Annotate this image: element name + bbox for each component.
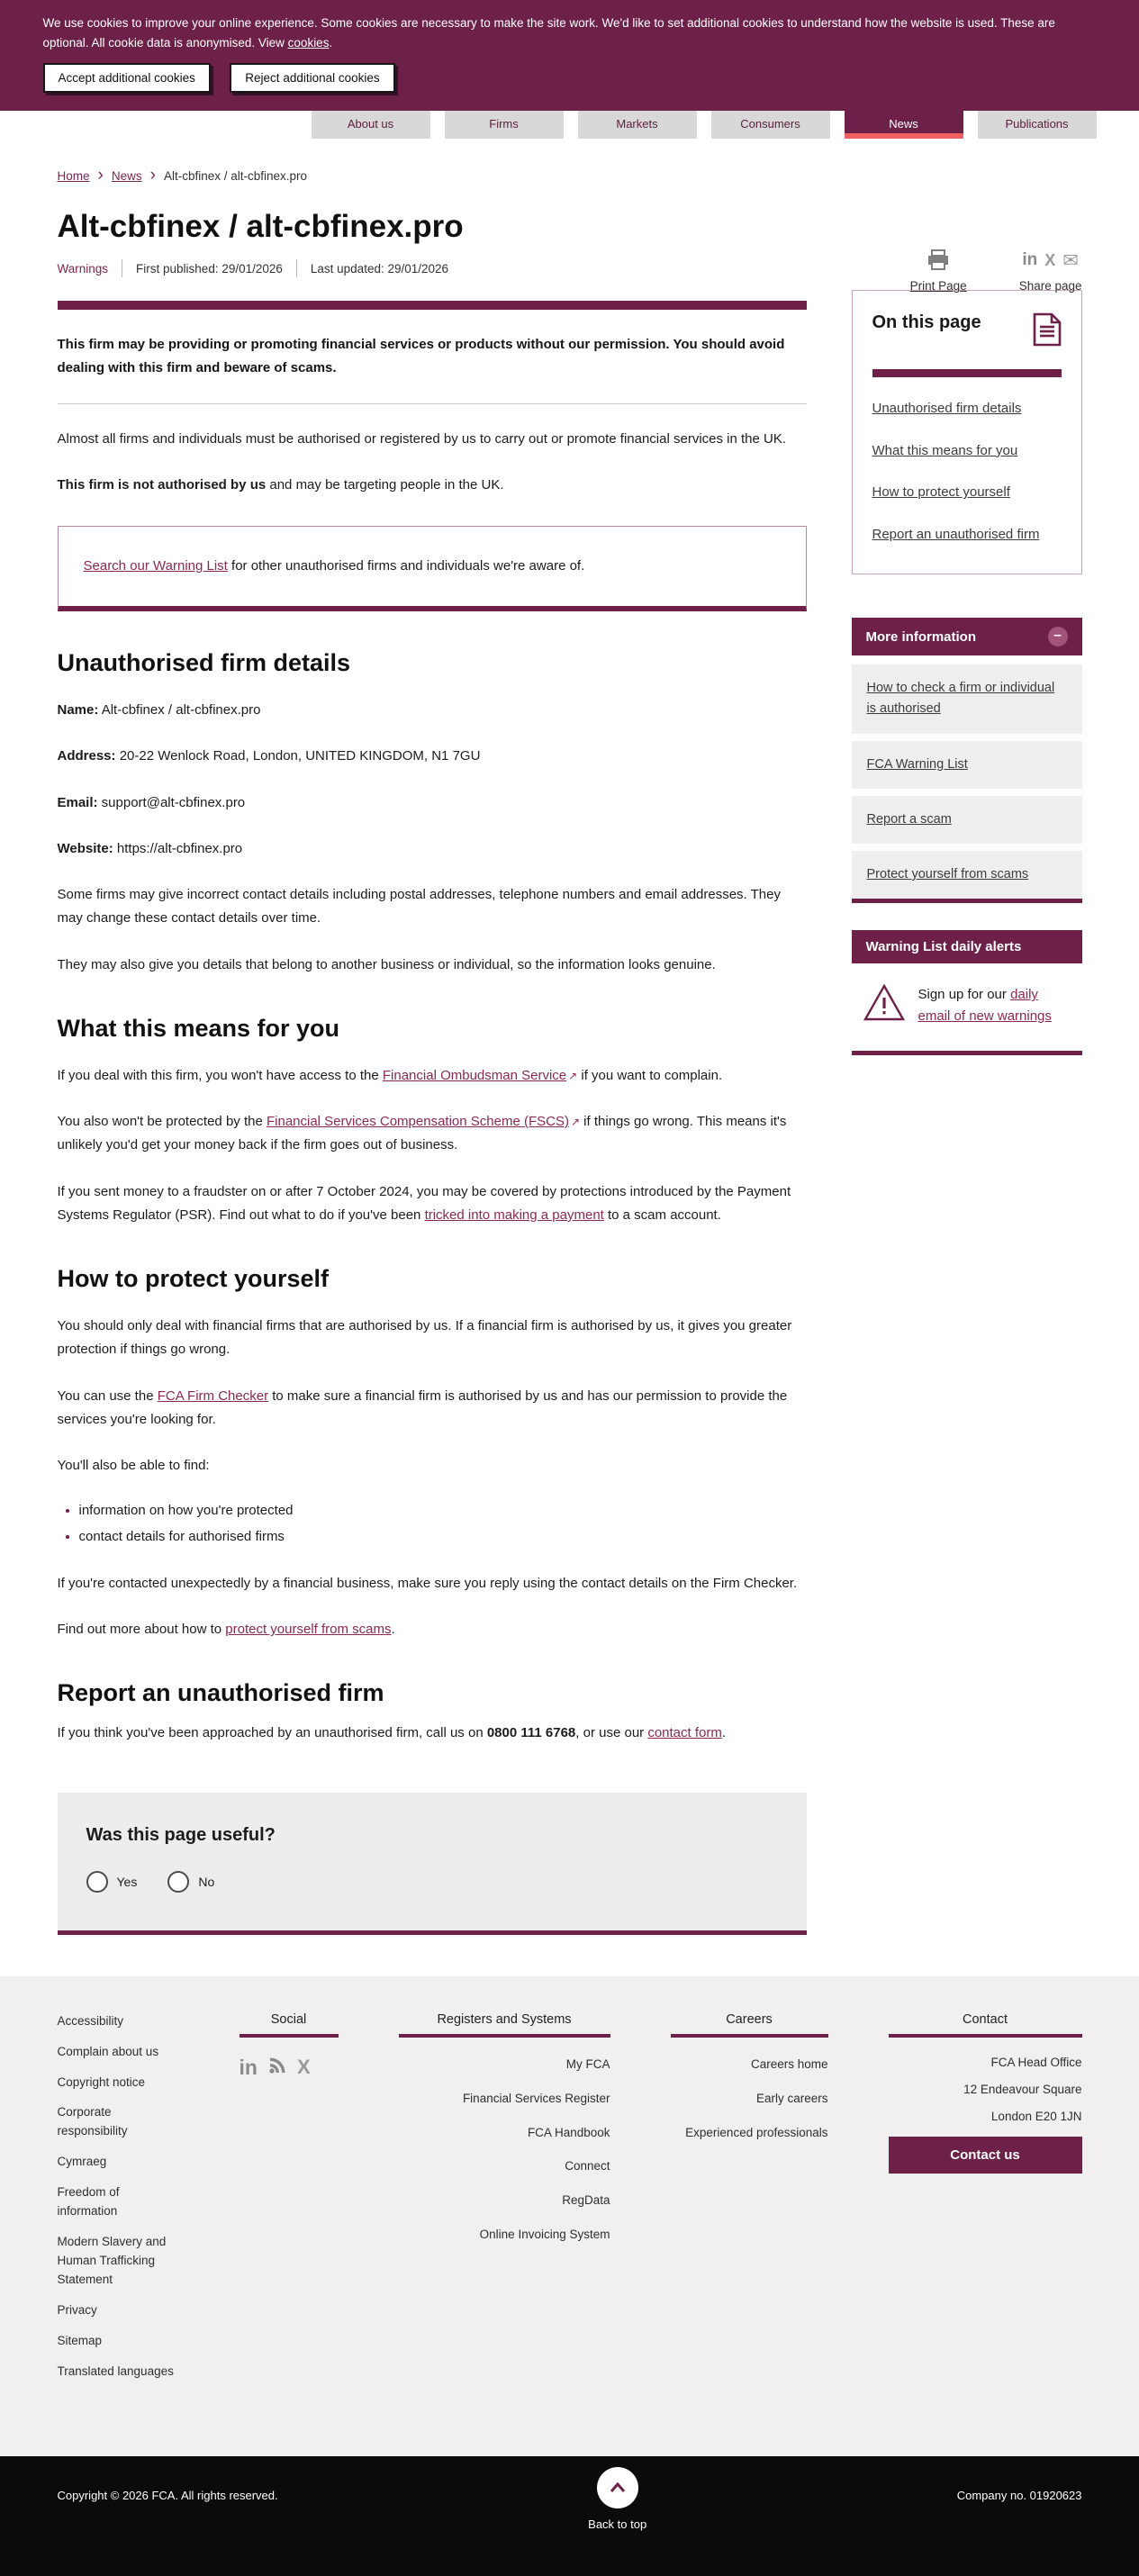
firm-website-row — [58, 837, 807, 861]
anchor-link-report-firm[interactable]: Report an unauthorised firm — [872, 526, 1040, 542]
warning-list-callout-text: for other unauthorised firms and individuals we're aware of. — [227, 558, 585, 574]
breadcrumb — [58, 166, 1082, 185]
contact-form-link[interactable]: contact form — [647, 1725, 722, 1741]
means-p2-pre: You also won't be protected by the — [57, 1114, 267, 1130]
means-p3-pre: If you sent money to a fraudster on or after 7 October 2024, you may be covered by protections introduced by the Payment Systems Regulator (PSR). Find out what to do if you've been — [57, 1183, 791, 1223]
footer-link-regdata[interactable]: RegData — [562, 2193, 610, 2208]
yes-radio[interactable] — [86, 1871, 108, 1893]
more-information-box — [852, 618, 1082, 903]
footer-link-accessibility[interactable]: Accessibility — [57, 2013, 124, 2028]
share-block — [1019, 247, 1082, 293]
phone-number: 0800 111 6768 — [486, 1725, 576, 1741]
cookies-link[interactable]: cookies — [287, 35, 330, 50]
means-p1-pre: If you deal with this firm, you won't have access to the — [57, 1067, 383, 1083]
back-to-top-button[interactable] — [597, 2467, 638, 2508]
footer-link-early-careers[interactable]: Early careers — [755, 2091, 828, 2105]
breadcrumb-home[interactable]: Home — [57, 168, 90, 183]
website-label: Website: — [57, 840, 113, 856]
first-published: First published: 29/01/2026 — [136, 261, 283, 276]
fca-warning-list-link[interactable]: FCA Warning List — [866, 756, 968, 772]
fscs-link[interactable]: Financial Services Compensation Scheme (FSCS) — [266, 1114, 569, 1130]
bullet-item: • information on how you're protected — [79, 1500, 807, 1523]
footer-legal-column — [58, 2012, 179, 2393]
means-paragraph-2 — [58, 1110, 807, 1158]
means-heading: What this means for you — [57, 1014, 340, 1042]
footer-link-fca-handbook[interactable]: FCA Handbook — [527, 2125, 610, 2139]
accept-cookies-button[interactable]: Accept additional cookies — [43, 63, 211, 93]
collapse-icon[interactable]: – — [1048, 627, 1068, 646]
report-p-pre: If you think you've been approached by an unauthorised firm, call us on — [57, 1725, 487, 1741]
firm-address-row — [58, 745, 807, 768]
page-header — [57, 209, 1082, 294]
protect-p5-post: . — [391, 1622, 395, 1638]
report-p-mid: , or use our — [575, 1725, 648, 1741]
footer-link-experienced-professionals[interactable]: Experienced professionals — [685, 2125, 828, 2139]
tricked-into-payment-link[interactable]: tricked into making a payment — [424, 1207, 604, 1223]
external-link-icon: ↗ — [570, 1116, 581, 1129]
tab-firms[interactable]: Firms — [445, 111, 564, 139]
more-info-item — [852, 741, 1082, 789]
breadcrumb-news[interactable]: News — [111, 168, 142, 183]
careers-column-title: Careers — [726, 2011, 773, 2027]
company-number: Company no. 01920623 — [956, 2488, 1082, 2502]
daily-alerts-box — [852, 930, 1082, 1055]
alert-lead: This firm may be providing or promoting financial services or products without our permission. You should avoid dealing with this firm and beware of scams. — [57, 337, 785, 376]
tab-publications[interactable]: Publications — [978, 111, 1097, 139]
cookie-message — [43, 14, 1061, 52]
intro-paragraph-1: Almost all firms and individuals must be authorised or registered by us to carry out or promote financial services in the UK. — [57, 430, 787, 447]
footer-contact-column — [889, 2012, 1082, 2393]
firm-name-row — [58, 699, 807, 722]
no-radio[interactable] — [167, 1871, 189, 1893]
intro-paragraph-2 — [58, 474, 807, 497]
reject-cookies-button[interactable]: Reject additional cookies — [230, 63, 394, 93]
linkedin-icon[interactable]: in — [1022, 250, 1038, 270]
meta-divider — [296, 259, 297, 277]
divider — [58, 403, 807, 404]
footer-link-sitemap[interactable]: Sitemap — [57, 2333, 103, 2347]
means-p3-post: to a scam account. — [603, 1207, 721, 1223]
contact-column-title: Contact — [963, 2011, 1008, 2027]
email-label: Email: — [57, 794, 98, 810]
share-page-label: Share page — [1018, 279, 1082, 294]
more-info-item — [852, 796, 1082, 844]
financial-ombudsman-link[interactable]: Financial Ombudsman Service — [382, 1067, 567, 1083]
tab-consumers[interactable]: Consumers — [711, 111, 830, 139]
footer-registers-column — [399, 2012, 610, 2393]
footer-link-connect[interactable]: Connect — [565, 2159, 610, 2174]
protect-paragraph-2 — [58, 1385, 807, 1433]
primary-nav — [0, 111, 1139, 139]
daily-email-signup-link[interactable]: daily email of new warnings — [918, 987, 1052, 1024]
means-paragraph-1 — [58, 1064, 807, 1088]
footer-link-careers-home[interactable]: Careers home — [750, 2056, 828, 2071]
footer-link-fs-register[interactable]: Financial Services Register — [462, 2091, 610, 2105]
print-page-link[interactable]: Print Page — [909, 279, 967, 294]
more-information-title: More information — [865, 628, 976, 645]
footer-link-corporate-responsibility[interactable]: Corporate responsibility — [57, 2105, 128, 2138]
firm-details-paragraph-1: Some firms may give incorrect contact details including postal addresses, telephone numbers and email addresses. They may change these contact details over time. — [57, 887, 781, 926]
more-info-item — [852, 851, 1082, 899]
feedback-no-option — [167, 1871, 214, 1893]
on-this-page-box — [852, 290, 1082, 574]
chevron-right-icon: › — [149, 166, 156, 185]
section-protect-yourself — [58, 1265, 807, 1641]
category-label: Warnings — [57, 261, 109, 276]
x-twitter-icon[interactable]: X — [1044, 250, 1056, 269]
footer-link-copyright[interactable]: Copyright notice — [57, 2074, 146, 2089]
warning-triangle-icon — [863, 983, 906, 1027]
protect-heading: How to protect yourself — [57, 1265, 330, 1293]
protect-paragraph-3: You'll also be able to find: — [57, 1458, 210, 1474]
tab-news[interactable]: News — [845, 111, 963, 139]
protect-p5-pre: Find out more about how to — [57, 1622, 226, 1638]
footer-link-modern-slavery[interactable]: Modern Slavery and Human Trafficking Statement — [57, 2235, 167, 2286]
protect-p2-post: to make sure a financial firm is authorised by us and has our permission to provide the services you're looking for. — [57, 1387, 788, 1427]
cookie-message-text: We use cookies to improve your online experience. Some cookies are necessary to make the site work. We'd like to set additional cookies to understand how the website is used. These are optional. All cookie data is anonymised. View — [42, 16, 1055, 50]
means-p1-post: if you want to complain. — [577, 1067, 723, 1083]
back-to-top — [588, 2467, 646, 2531]
website-value: https://alt-cbfinex.pro — [113, 840, 243, 856]
section-report-firm — [58, 1679, 807, 1745]
protect-from-scams-link[interactable]: Protect yourself from scams — [866, 866, 1029, 881]
print-block — [910, 247, 967, 293]
protect-paragraph-5 — [58, 1618, 807, 1641]
address-label: Address: — [57, 748, 116, 764]
page-title: Alt-cbfinex / alt-cbfinex.pro — [57, 209, 464, 245]
alert-top-bar — [58, 301, 807, 310]
name-value: Alt-cbfinex / alt-cbfinex.pro — [98, 702, 261, 719]
footer-link-freedom-of-information[interactable]: Freedom of information — [57, 2185, 120, 2219]
daily-alerts-text — [918, 984, 1071, 1026]
contact-us-button[interactable]: Contact us — [889, 2137, 1082, 2174]
anchor-link-what-this-means[interactable]: What this means for you — [872, 442, 1018, 458]
bottom-bar — [0, 2456, 1139, 2576]
chevron-right-icon: › — [97, 166, 104, 185]
footer-social-column — [240, 2012, 339, 2393]
copyright-text: Copyright © 2026 FCA. All rights reserved. — [57, 2488, 278, 2502]
x-twitter-icon[interactable]: X — [296, 2056, 311, 2079]
contact-office-line: FCA Head Office — [990, 2055, 1082, 2069]
column-divider — [889, 2034, 1082, 2038]
means-paragraph-3 — [58, 1180, 807, 1228]
tab-markets[interactable]: Markets — [578, 111, 697, 139]
protect-paragraph-4: If you're contacted unexpectedly by a financial business, make sure you reply using the contact details on the Firm Checker. — [57, 1575, 798, 1591]
protect-yourself-scams-link[interactable]: protect yourself from scams — [225, 1622, 392, 1638]
report-paragraph — [58, 1722, 807, 1745]
document-icon — [1033, 312, 1062, 351]
footer-link-complain[interactable]: Complain about us — [57, 2044, 159, 2058]
address-value: 20-22 Wenlock Road, London, UNITED KINGDOM, N1 7GU — [115, 748, 481, 764]
main-content — [58, 290, 807, 1935]
firm-details-heading: Unauthorised firm details — [57, 649, 351, 677]
not-authorised-bold: This firm is not authorised by us — [57, 476, 267, 493]
printer-icon — [910, 247, 967, 274]
report-a-scam-link[interactable]: Report a scam — [866, 811, 952, 827]
fca-firm-checker-link[interactable]: FCA Firm Checker — [157, 1387, 269, 1404]
back-to-top-label[interactable]: Back to top — [588, 2517, 647, 2531]
email-value: support@alt-cbfinex.pro — [97, 794, 246, 810]
footer-link-translated-languages[interactable]: Translated languages — [57, 2364, 174, 2378]
warning-list-callout — [58, 526, 807, 611]
intro-paragraph-2-rest: and may be targeting people in the UK. — [266, 476, 504, 493]
external-link-icon: ↗ — [568, 1069, 578, 1082]
daily-alerts-prefix: Sign up for our — [918, 987, 1011, 1003]
report-p-post: . — [721, 1725, 727, 1741]
on-this-page-divider — [872, 369, 1062, 377]
linkedin-icon[interactable]: in — [239, 2055, 258, 2079]
tab-about-us[interactable]: About us — [312, 111, 430, 139]
on-this-page-title: On this page — [872, 312, 981, 333]
footer-careers-column — [671, 2012, 828, 2393]
protect-p2-pre: You can use the — [57, 1387, 158, 1404]
search-warning-list-link[interactable]: Search our Warning List — [83, 558, 228, 574]
daily-alerts-title: Warning List daily alerts — [852, 930, 1082, 963]
report-heading: Report an unauthorised firm — [57, 1679, 384, 1707]
section-what-this-means — [58, 1015, 807, 1227]
registers-column-title: Registers and Systems — [437, 2011, 572, 2027]
social-column-title: Social — [270, 2011, 307, 2027]
column-divider — [240, 2034, 339, 2038]
contact-address-line: 12 Endeavour Square — [963, 2082, 1082, 2096]
protect-bullet-list — [79, 1500, 807, 1549]
section-firm-details — [58, 649, 807, 977]
no-label: No — [198, 1874, 215, 1889]
check-firm-authorised-link[interactable]: How to check a firm or individual is authorised — [866, 681, 1055, 717]
anchor-link-protect-yourself[interactable]: How to protect yourself — [872, 484, 1010, 501]
anchor-link-firm-details[interactable]: Unauthorised firm details — [872, 401, 1022, 417]
site-footer — [0, 1976, 1139, 2456]
footer-link-cymraeg[interactable]: Cymraeg — [57, 2155, 107, 2169]
protect-paragraph-1: You should only deal with financial firms that are authorised by us. If a financial firm is authorised by us, it gives you greater protection if things go wrong. — [57, 1318, 792, 1358]
name-label: Name: — [57, 702, 99, 719]
footer-link-online-invoicing[interactable]: Online Invoicing System — [479, 2228, 610, 2242]
feedback-yes-option — [86, 1871, 138, 1893]
column-divider — [671, 2034, 828, 2038]
feedback-question: Was this page useful? — [86, 1824, 276, 1845]
sidebar — [852, 290, 1082, 1935]
bullet-item: • contact details for authorised firms — [79, 1526, 807, 1549]
cookie-message-end: . — [329, 35, 333, 50]
firm-details-paragraph-2: They may also give you details that belong to another business or individual, so the information looks genuine. — [57, 956, 716, 972]
means-p2-post: if things go wrong. This means it's unlikely you'd get your money back if the firm goes out of business. — [57, 1114, 787, 1153]
more-info-item — [852, 664, 1082, 733]
email-share-icon[interactable]: ✉ — [1062, 249, 1079, 271]
footer-link-my-fca[interactable]: My FCA — [565, 2056, 610, 2071]
column-divider — [399, 2034, 610, 2038]
cookie-banner — [0, 0, 1139, 111]
rss-icon[interactable] — [268, 2056, 286, 2079]
last-updated: Last updated: 29/01/2026 — [310, 261, 449, 276]
yes-label: Yes — [116, 1874, 138, 1889]
footer-link-privacy[interactable]: Privacy — [57, 2302, 97, 2317]
page-feedback-panel — [58, 1793, 807, 1935]
firm-email-row — [58, 791, 807, 815]
breadcrumb-current: Alt-cbfinex / alt-cbfinex.pro — [163, 168, 308, 183]
contact-city-line: London E20 1JN — [990, 2109, 1082, 2123]
